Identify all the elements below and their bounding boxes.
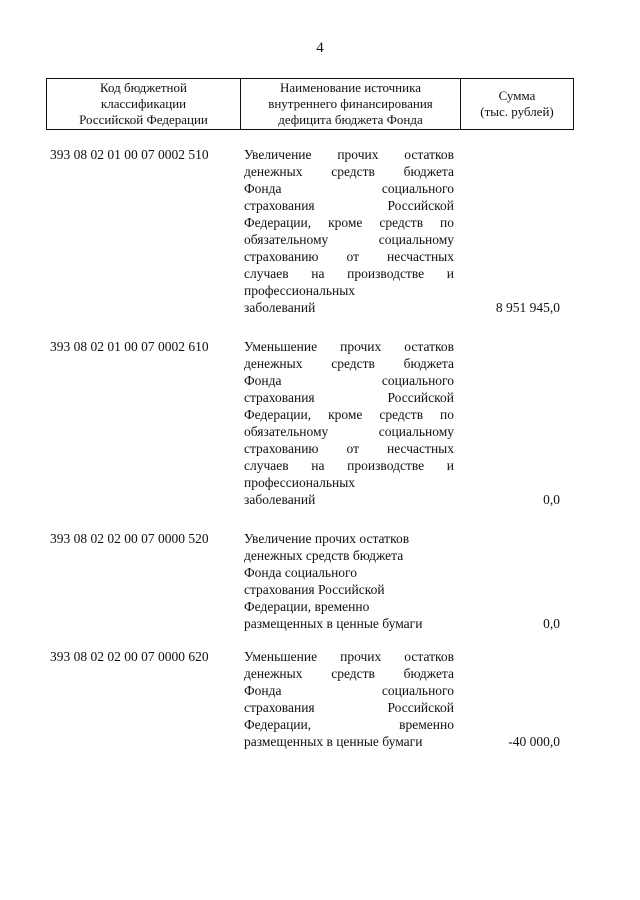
row-code: 393 08 02 02 00 07 0000 620 xyxy=(50,649,209,664)
row-name-line: Увеличение прочих остатков xyxy=(244,531,410,546)
row-name-line: денежных средств бюджета xyxy=(244,356,454,371)
row-name xyxy=(244,338,454,508)
row-name xyxy=(244,530,454,632)
table-row xyxy=(46,648,574,750)
row-amount: -40 000,0 xyxy=(508,734,560,749)
row-name-line: Уменьшение прочих остатков xyxy=(244,339,454,354)
row-name-line: Увеличение прочих остатков xyxy=(244,147,454,162)
row-name-line: профессиональных xyxy=(244,283,356,298)
table-header xyxy=(46,78,574,130)
row-name-line: страхования Российской xyxy=(244,390,454,405)
row-name-line: страхованию от несчастных xyxy=(244,249,454,264)
row-name-line: заболеваний xyxy=(244,300,316,315)
table-row xyxy=(46,530,574,632)
row-name-line: обязательному социальному xyxy=(244,232,454,247)
row-name-line: обязательному социальному xyxy=(244,424,454,439)
header-amount: Сумма (тыс. рублей) xyxy=(480,88,554,119)
table-body xyxy=(46,146,574,772)
row-name xyxy=(244,146,454,316)
row-name-line: Федерации, временно xyxy=(244,599,370,614)
row-name-line: Фонда социального xyxy=(244,683,454,698)
row-name-line: денежных средств бюджета xyxy=(244,666,454,681)
page-number: 4 xyxy=(316,40,324,56)
row-name-line: страхования Российской xyxy=(244,198,454,213)
row-amount: 8 951 945,0 xyxy=(495,300,560,315)
row-code: 393 08 02 02 00 07 0000 520 xyxy=(50,531,209,546)
row-name-line: Федерации, кроме средств по xyxy=(244,215,454,230)
row-name-line: Уменьшение прочих остатков xyxy=(244,649,454,664)
row-name-line: случаев на производстве и xyxy=(244,458,454,473)
header-code: Код бюджетной классификации Российской Федерации xyxy=(47,79,241,129)
table-row xyxy=(46,338,574,508)
row-name-line: Фонда социального xyxy=(244,565,357,580)
row-name-line: Фонда социального xyxy=(244,181,454,196)
row-name-line: случаев на производстве и xyxy=(244,266,454,281)
row-name-line: денежных средств бюджета xyxy=(244,548,404,563)
row-name-line: Фонда социального xyxy=(244,373,454,388)
row-name-line: размещенных в ценные бумаги xyxy=(244,616,423,631)
row-name-line: заболеваний xyxy=(244,492,316,507)
row-name-line: Федерации, кроме средств по xyxy=(244,407,454,422)
row-amount: 0,0 xyxy=(543,616,560,631)
row-name-line: Федерации, временно xyxy=(244,717,454,732)
row-name-line: страхования Российской xyxy=(244,700,454,715)
row-name-line: страхования Российской xyxy=(244,582,385,597)
row-name-line: профессиональных xyxy=(244,475,356,490)
row-code: 393 08 02 01 00 07 0002 510 xyxy=(50,147,209,162)
row-name-line: денежных средств бюджета xyxy=(244,164,454,179)
header-name: Наименование источника внутреннего финансирования дефицита бюджета Фонда xyxy=(241,79,461,129)
row-name-line: страхованию от несчастных xyxy=(244,441,454,456)
row-name xyxy=(244,648,454,750)
row-amount: 0,0 xyxy=(543,492,560,507)
table-row xyxy=(46,146,574,316)
row-name-line: размещенных в ценные бумаги xyxy=(244,734,423,749)
row-code: 393 08 02 01 00 07 0002 610 xyxy=(50,339,209,354)
